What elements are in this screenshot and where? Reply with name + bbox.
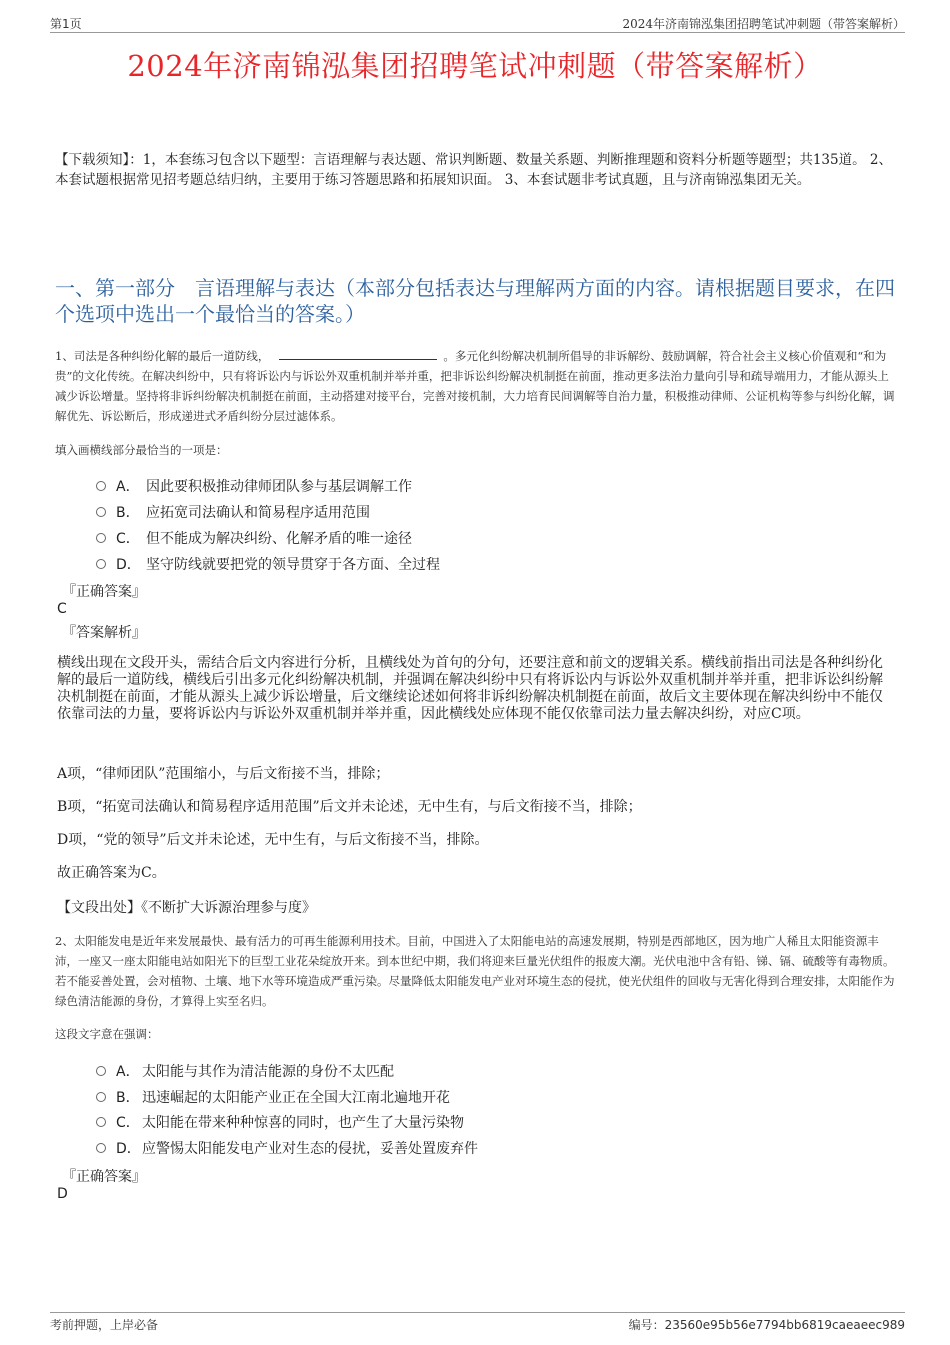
question-1-text: 1、司法是各种纠纷化解的最后一道防线， 。多元化纠纷解决机制所倡导的非诉解纷、鼓励调解，符合社会主义核心价值观和“和为贵”的文化传统。在解决纠纷中，只有将诉讼内与诉讼外双重机制并举并重，把非诉讼纠纷解决机制挺在前面，推动更多法治力量向引导和疏导端用力，才能从源头上减少诉讼增量。坚持将非诉纠纷解决机制挺在前面，主动搭建对接平台，完善对接机制，大力培育民间调解等自治力量，积极推动律师、公证机构等参与纠纷化解，调解优先、诉讼断后，形成递进式矛盾纠纷分层过滤体系。	[55, 349, 895, 423]
q1-option-b[interactable]: B． 应拓宽司法确认和简易程序适用范围	[96, 502, 370, 522]
q1-analysis-label: 『答案解析』	[62, 625, 146, 641]
q1-source: 【文段出处】《不断扩大诉源治理参与度》	[57, 900, 316, 916]
question-1-prompt: 填入画横线部分最恰当的一项是：	[55, 443, 228, 457]
radio-icon[interactable]	[96, 1143, 106, 1153]
page-number: 第1页	[50, 17, 82, 31]
q2-option-d[interactable]: D．应警惕太阳能发电产业对生态的侵扰，妥善处置废弃件	[96, 1138, 478, 1158]
page-footer	[50, 1312, 905, 1333]
q1-analysis-line-b: B项，“拓宽司法确认和简易程序适用范围”后文并未论述，无中生有，与后文衔接不当，排除；	[57, 799, 642, 815]
radio-icon[interactable]	[96, 507, 106, 517]
radio-icon[interactable]	[96, 1066, 106, 1076]
section-title: 一、第一部分 言语理解与表达（本部分包括表达与理解两方面的内容。请根据题目要求，在四个选项中选出一个最恰当的答案。）	[55, 276, 895, 326]
radio-icon[interactable]	[96, 1117, 106, 1127]
q1-conclusion: 故正确答案为C。	[57, 865, 166, 881]
q2-answer: D	[57, 1186, 68, 1202]
download-notice: 【下载须知】：1，本套练习包含以下题型：言语理解与表达题、常识判断题、数量关系题、判断推理题和资料分析题等题型；共135道。 2、本套试题根据常见招考题总结归纳，主要用于练习答题思路和拓展知识面。 3、本套试题非考试真题，且与济南锦泓集团无关。	[55, 152, 892, 188]
q2-answer-label: 『正确答案』	[62, 1169, 146, 1185]
q1-answer-label: 『正确答案』	[62, 584, 146, 600]
q1-analysis-line-a: A项，“律师团队”范围缩小，与后文衔接不当，排除；	[57, 766, 390, 782]
answer-blank	[279, 347, 437, 360]
page-header	[50, 14, 905, 33]
radio-icon[interactable]	[96, 559, 106, 569]
q1-option-d[interactable]: D． 坚守防线就要把党的领导贯穿于各方面、全过程	[96, 554, 440, 574]
header-doc-title: 2024年济南锦泓集团招聘笔试冲刺题（带答案解析）	[622, 17, 905, 31]
q2-option-a[interactable]: A． 太阳能与其作为清洁能源的身份不太匹配	[96, 1061, 394, 1081]
question-2-prompt: 这段文字意在强调：	[55, 1027, 159, 1041]
q2-option-c[interactable]: C． 太阳能在带来种种惊喜的同时，也产生了大量污染物	[96, 1112, 464, 1132]
document-title: 2024年济南锦泓集团招聘笔试冲刺题（带答案解析）	[127, 49, 823, 83]
footer-code: 编号：23560e95b56e7794bb6819caeaeec989	[628, 1318, 905, 1332]
q1-analysis-line-d: D项，“党的领导”后文并未论述，无中生有，与后文衔接不当，排除。	[57, 832, 489, 848]
radio-icon[interactable]	[96, 481, 106, 491]
radio-icon[interactable]	[96, 1092, 106, 1102]
footer-slogan: 考前押题，上岸必备	[50, 1318, 159, 1332]
q2-option-b[interactable]: B． 迅速崛起的太阳能产业正在全国大江南北遍地开花	[96, 1087, 450, 1107]
q1-option-a[interactable]: A． 因此要积极推动律师团队参与基层调解工作	[96, 476, 412, 496]
q1-option-c[interactable]: C． 但不能成为解决纠纷、化解矛盾的唯一途径	[96, 528, 412, 548]
q1-analysis: 横线出现在文段开头，需结合后文内容进行分析，且横线处为首句的分句，还要注意和前文的逻辑关系。横线前指出司法是各种纠纷化解的最后一道防线，横线后引出多元化纠纷解决机制，并强调在解决纠纷中只有将诉讼内与诉讼外双重机制并举并重，把非诉讼纠纷解决机制挺在前面，才能从源头上减少诉讼增量，后文继续论述如何将非诉纠纷解决机制挺在前面，故后文主要体现在解决纠纷中不能仅依靠司法的力量，要将诉讼内与诉讼外双重机制并举并重，因此横线处应体现不能仅依靠司法力量去解决纠纷，对应C项。	[57, 655, 883, 722]
q1-answer: C	[57, 601, 67, 617]
question-2-text: 2、太阳能发电是近年来发展最快、最有活力的可再生能源利用技术。目前，中国进入了太阳能电站的高速发展期，特别是西部地区，因为地广人稀且太阳能资源丰沛，一座又一座太阳能电站如阳光下的巨型工业花朵绽放开来。到本世纪中期，我们将迎来巨量光伏组件的报废大潮。光伏电池中含有铅、锑、镉、硫酸等有毒物质。若不能妥善处置，会对植物、土壤、地下水等环境造成严重污染。尽量降低太阳能发电产业对环境生态的侵扰，使光伏组件的回收与无害化得到合理安排，太阳能作为绿色清洁能源的身份，才算得上实至名归。	[55, 934, 895, 1008]
radio-icon[interactable]	[96, 533, 106, 543]
